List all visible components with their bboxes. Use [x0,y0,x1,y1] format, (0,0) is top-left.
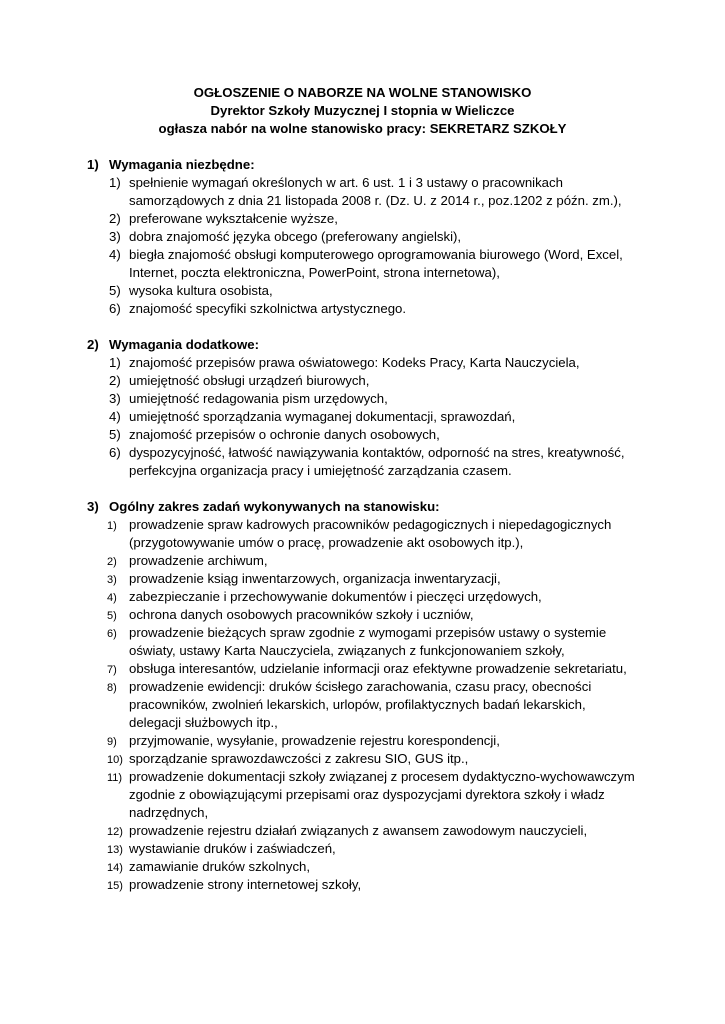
section-title: Wymagania niezbędne: [109,157,255,172]
item-number: 4) [107,592,117,604]
list-item [0,426,725,444]
list-item [0,282,725,300]
list-item [0,768,725,822]
list-item [0,588,725,606]
header-line-2: Dyrektor Szkoły Muzycznej I stopnia w Wieliczce [210,103,515,118]
item-number: 12) [107,826,123,838]
section-heading [0,498,725,516]
requirements-list [0,174,725,318]
list-item [0,822,725,840]
item-text: umiejętność redagowania pism urzędowych, [129,391,388,406]
item-text: wysoka kultura osobista, [129,283,273,298]
item-number: 8) [107,682,117,694]
section-heading [0,336,725,354]
item-text: sporządzanie sprawozdawczości z zakresu SIO, GUS itp., [129,751,469,766]
item-number: 14) [107,862,123,874]
item-number: 2) [109,211,121,226]
list-item [0,678,725,732]
list-item [0,840,725,858]
list-item [0,408,725,426]
item-text: biegła znajomość obsługi komputerowego oprogramowania biurowego (Word, Excel, Internet, poczta elektroniczna, PowerPoint, strona internetowa), [129,247,623,280]
list-item [0,444,725,480]
section-number: 3) [87,499,99,514]
list-item [0,624,725,660]
list-item [0,552,725,570]
item-text: prowadzenie strony internetowej szkoły, [129,877,362,892]
item-number: 3) [109,229,121,244]
section-title: Wymagania dodatkowe: [109,337,259,352]
item-text: prowadzenie ksiąg inwentarzowych, organizacja inwentaryzacji, [129,571,501,586]
list-item [0,300,725,318]
item-number: 15) [107,880,123,892]
item-text: wystawianie druków i zaświadczeń, [129,841,336,856]
list-item [0,732,725,750]
document-header [0,84,725,138]
list-item [0,516,725,552]
list-item [0,750,725,768]
section-number: 2) [87,337,99,352]
item-text: obsługa interesantów, udzielanie informacji oraz efektywne prowadzenie sekretariatu, [129,661,627,676]
item-number: 6) [109,445,121,460]
item-number: 5) [109,283,121,298]
list-item [0,372,725,390]
list-item [0,858,725,876]
item-number: 1) [107,520,117,532]
item-number: 3) [107,574,117,586]
item-number: 4) [109,409,121,424]
item-text: umiejętność obsługi urządzeń biurowych, [129,373,370,388]
item-text: prowadzenie dokumentacji szkoły związanej z procesem dydaktyczno-wychowawczym zgodnie z obowiązującymi przepisami oraz dyspozycjami dyrektora szkoły i władz nadrzędnych, [129,769,635,820]
section-requirements [0,156,725,318]
item-text: prowadzenie spraw kadrowych pracowników pedagogicznych i niepedagogicznych (przygotowywanie umów o pracę, prowadzenie akt osobowych itp.), [129,517,612,550]
header-line-1: OGŁOSZENIE O NABORZE NA WOLNE STANOWISKO [193,85,532,100]
additional-requirements-list [0,354,725,480]
item-number: 7) [107,664,117,676]
section-number: 1) [87,157,99,172]
item-text: przyjmowanie, wysyłanie, prowadzenie rejestru korespondencji, [129,733,500,748]
item-number: 2) [107,556,117,568]
list-item [0,354,725,372]
duties-list [0,516,725,894]
section-heading [0,156,725,174]
item-text: prowadzenie bieżących spraw zgodnie z wymogami przepisów ustawy o systemie oświaty, ustawy Karta Nauczyciela, związanych z funkcjonowaniem szkoły, [129,625,607,658]
item-number: 1) [109,355,121,370]
item-text: prowadzenie ewidencji: druków ścisłego zarachowania, czasu pracy, obecności pracowników, zwolnień lekarskich, urlopów, profilaktycznych badań lekarskich, delegacji służbowych itp., [129,679,592,730]
list-item [0,606,725,624]
item-text: znajomość specyfiki szkolnictwa artystycznego. [129,301,407,316]
item-text: spełnienie wymagań określonych w art. 6 ust. 1 i 3 ustawy o pracownikach samorządowych z dnia 21 listopada 2008 r. (Dz. U. z 2014 r., poz.1202 z późn. zm.), [129,175,622,208]
item-text: ochrona danych osobowych pracowników szkoły i uczniów, [129,607,474,622]
item-text: znajomość przepisów prawa oświatowego: Kodeks Pracy, Karta Nauczyciela, [129,355,580,370]
list-item [0,228,725,246]
item-text: znajomość przepisów o ochronie danych osobowych, [129,427,440,442]
item-number: 2) [109,373,121,388]
item-text: umiejętność sporządzania wymaganej dokumentacji, sprawozdań, [129,409,516,424]
list-item [0,570,725,588]
item-number: 6) [107,628,117,640]
list-item [0,210,725,228]
section-duties [0,498,725,894]
item-number: 13) [107,844,123,856]
item-number: 6) [109,301,121,316]
list-item [0,660,725,678]
header-line-3: ogłasza nabór na wolne stanowisko pracy: SEKRETARZ SZKOŁY [158,121,567,136]
list-item [0,246,725,282]
item-text: prowadzenie rejestru działań związanych z awansem zawodowym nauczycieli, [129,823,588,838]
list-item [0,876,725,894]
item-text: zamawianie druków szkolnych, [129,859,311,874]
item-text: prowadzenie archiwum, [129,553,268,568]
item-number: 4) [109,247,121,262]
list-item [0,390,725,408]
item-number: 9) [107,736,117,748]
item-text: dyspozycyjność, łatwość nawiązywania kontaktów, odporność na stres, kreatywność, perfekcyjna organizacja pracy i umiejętność zarządzania czasem. [129,445,625,478]
item-text: zabezpieczanie i przechowywanie dokumentów i pieczęci urzędowych, [129,589,542,604]
item-number: 5) [107,610,117,622]
item-number: 1) [109,175,121,190]
item-text: dobra znajomość języka obcego (preferowany angielski), [129,229,462,244]
item-number: 11) [107,772,123,784]
item-number: 10) [107,754,123,766]
list-item [0,174,725,210]
item-number: 5) [109,427,121,442]
item-number: 3) [109,391,121,406]
item-text: preferowane wykształcenie wyższe, [129,211,338,226]
section-additional-requirements [0,336,725,480]
section-title: Ogólny zakres zadań wykonywanych na stanowisku: [109,499,440,514]
